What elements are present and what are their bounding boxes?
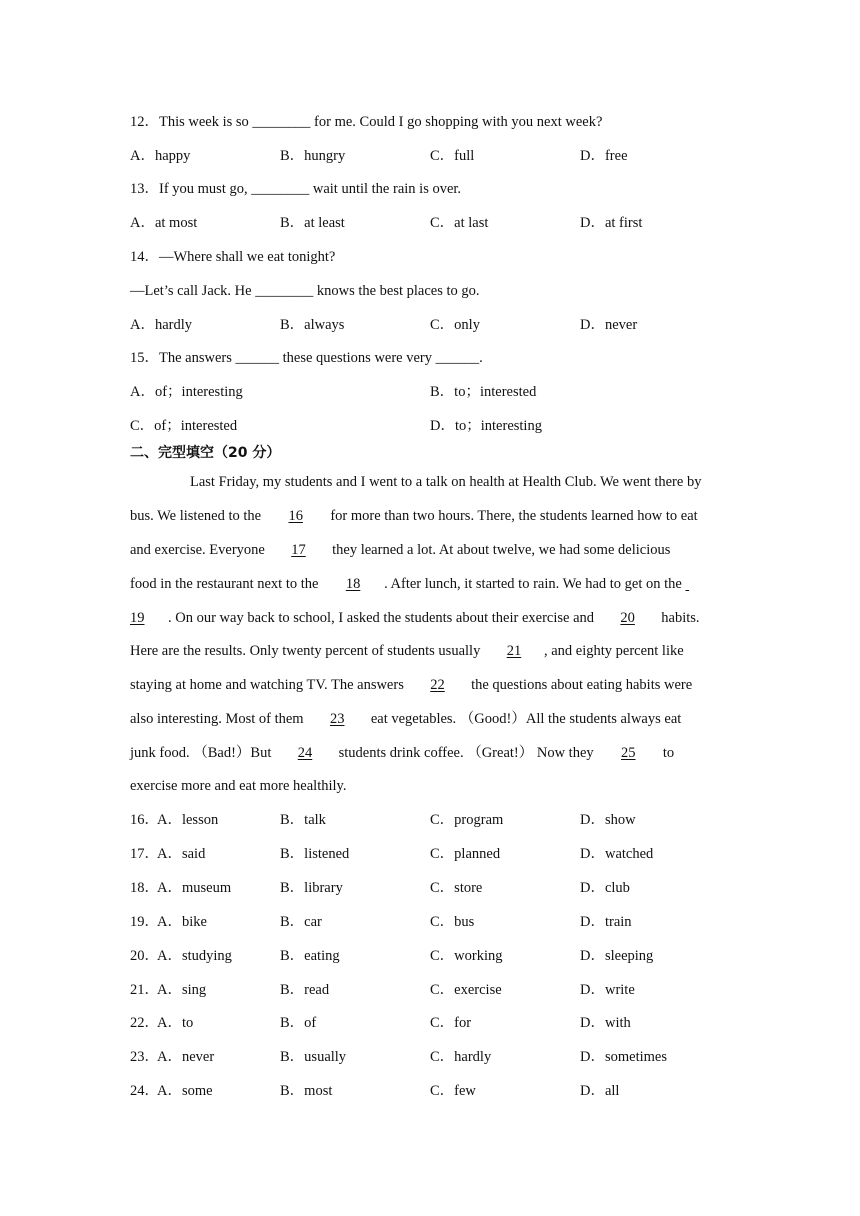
blank-16: 16	[288, 508, 303, 524]
option-c: C．program	[430, 812, 504, 828]
blank-20: 20	[620, 610, 635, 626]
option-b: B．eating	[280, 948, 340, 964]
question-number: 20．	[130, 948, 159, 964]
option-d: D．all	[580, 1083, 620, 1099]
option-d: D．sometimes	[580, 1049, 667, 1065]
option-c: C．hardly	[430, 1049, 492, 1065]
passage-line-3	[130, 541, 670, 559]
q14-option-d: D．never	[580, 317, 638, 333]
option-b: B．read	[280, 982, 330, 998]
blank-21: 21	[506, 643, 522, 659]
option-a: A．some	[157, 1083, 213, 1099]
q12-option-b: B．hungry	[280, 148, 346, 164]
passage-text: . On our way back to school, I asked the students about their exercise and	[168, 610, 598, 626]
option-d: D．write	[580, 982, 635, 998]
option-c: C．few	[430, 1083, 476, 1099]
q15-option-d: D．to；interesting	[430, 418, 542, 434]
blank-25: 25	[621, 745, 636, 761]
option-d: D．club	[580, 880, 630, 896]
q13-option-a: A．at most	[130, 215, 198, 231]
question-number: 16．	[130, 812, 159, 828]
passage-text: students drink coffee. （Great!） Now they	[335, 745, 598, 761]
option-d: D．sleeping	[580, 948, 654, 964]
option-b: B．of	[280, 1015, 317, 1031]
q14-option-b: B．always	[280, 317, 345, 333]
passage-text: junk food. （Bad!）But	[130, 745, 275, 761]
passage-line-8	[130, 710, 681, 728]
passage-text: and exercise. Everyone	[130, 542, 269, 558]
option-b: B．listened	[280, 846, 350, 862]
passage-text: . After lunch, it started to rain. We had to get on the	[384, 576, 686, 592]
question-14-line2: —Let’s call Jack. He ________ knows the best places to go.	[130, 283, 480, 299]
blank-17: 17	[291, 542, 306, 558]
passage-line-6	[130, 642, 684, 660]
passage-line-5	[130, 609, 700, 627]
passage-text: habits.	[657, 610, 700, 626]
option-b: B．library	[280, 880, 343, 896]
q12-option-d: D．free	[580, 148, 628, 164]
passage-line-7	[130, 676, 692, 694]
question-number: 19．	[130, 914, 159, 930]
option-a: A．lesson	[157, 812, 219, 828]
option-d: D．watched	[580, 846, 654, 862]
question-number: 24．	[130, 1083, 159, 1099]
passage-text: eat vegetables. （Good!）All the students always eat	[367, 711, 682, 727]
question-number: 18．	[130, 880, 159, 896]
q15-option-b: B．to；interested	[430, 384, 537, 400]
question-14-line1: 14．—Where shall we eat tonight?	[130, 249, 336, 265]
passage-text: bus. We listened to the	[130, 508, 265, 524]
option-a: A．sing	[157, 982, 207, 998]
q12-option-a: A．happy	[130, 148, 191, 164]
option-b: B．car	[280, 914, 322, 930]
passage-text: the questions about eating habits were	[467, 677, 693, 693]
passage-line-2	[130, 507, 698, 525]
option-c: C．planned	[430, 846, 501, 862]
passage-text: , and eighty percent like	[543, 643, 684, 659]
q14-option-c: C．only	[430, 317, 480, 333]
q15-option-c: C．of；interested	[130, 418, 238, 434]
question-number: 21．	[130, 982, 159, 998]
question-number: 22．	[130, 1015, 159, 1031]
option-a: A．museum	[157, 880, 232, 896]
q13-option-b: B．at least	[280, 215, 345, 231]
option-a: A．never	[157, 1049, 215, 1065]
passage-text: they learned a lot. At about twelve, we had some delicious	[328, 542, 671, 558]
question-number: 23．	[130, 1049, 159, 1065]
blank-24: 24	[297, 745, 313, 761]
blank-22: 22	[430, 677, 445, 693]
section-heading: 二、完型填空（20 分）	[130, 445, 281, 461]
option-a: A．to	[157, 1015, 194, 1031]
option-d: D．train	[580, 914, 632, 930]
option-d: D．show	[580, 812, 636, 828]
passage-text: Here are the results. Only twenty percent of students usually	[130, 643, 484, 659]
option-b: B．most	[280, 1083, 333, 1099]
option-c: C．store	[430, 880, 483, 896]
question-12: 12．This week is so ________ for me. Could I go shopping with you next week?	[130, 114, 603, 130]
option-c: C．working	[430, 948, 503, 964]
question-number: 17．	[130, 846, 159, 862]
passage-line-4	[130, 575, 699, 593]
blank-18: 18	[345, 576, 361, 592]
passage-text: for more than two hours. There, the students learned how to eat	[326, 508, 698, 524]
passage-text: to	[659, 745, 675, 761]
option-d: D．with	[580, 1015, 631, 1031]
passage-line-10: exercise more and eat more healthily.	[130, 778, 347, 794]
q13-option-d: D．at first	[580, 215, 643, 231]
option-a: A．bike	[157, 914, 207, 930]
question-15: 15．The answers ______ these questions were very ______.	[130, 350, 483, 366]
q13-option-c: C．at last	[430, 215, 489, 231]
passage-text: staying at home and watching TV. The answers	[130, 677, 408, 693]
option-c: C．for	[430, 1015, 472, 1031]
option-b: B．talk	[280, 812, 326, 828]
blank-19: 19	[130, 610, 145, 626]
question-13: 13．If you must go, ________ wait until the rain is over.	[130, 181, 462, 197]
q14-option-a: A．hardly	[130, 317, 193, 333]
blank-23: 23	[329, 711, 345, 727]
option-c: C．bus	[430, 914, 475, 930]
blank-19-start	[685, 575, 699, 593]
option-a: A．said	[157, 846, 206, 862]
option-a: A．studying	[157, 948, 232, 964]
passage-text: food in the restaurant next to the	[130, 576, 323, 592]
q15-option-a: A．of；interesting	[130, 384, 243, 400]
passage-line-9	[130, 744, 674, 762]
passage-line-1: Last Friday, my students and I went to a talk on health at Health Club. We went there by	[190, 474, 702, 490]
option-b: B．usually	[280, 1049, 347, 1065]
option-c: C．exercise	[430, 982, 502, 998]
passage-text: also interesting. Most of them	[130, 711, 308, 727]
q12-option-c: C．full	[430, 148, 475, 164]
